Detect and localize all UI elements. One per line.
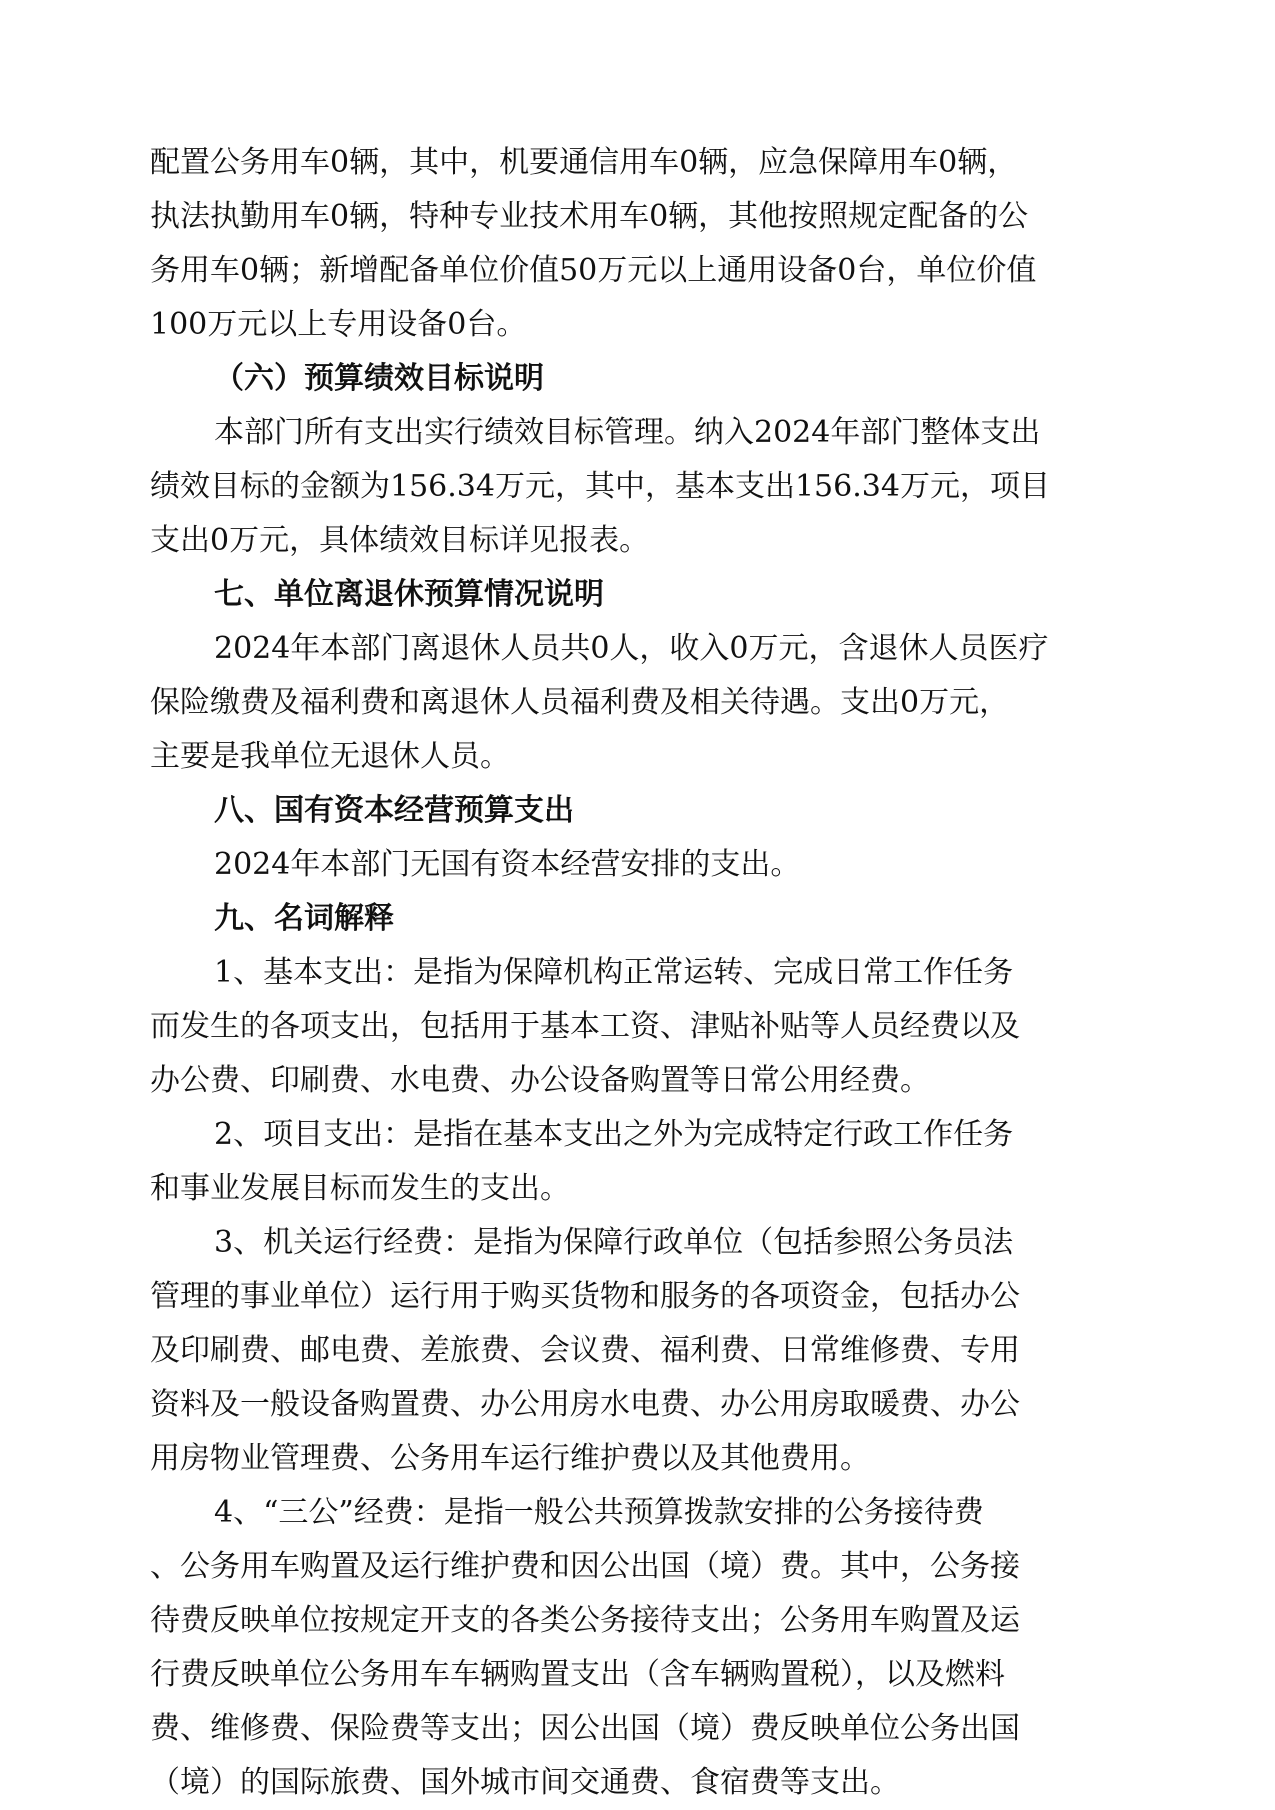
paragraph-line: 执法执勤用车0辆，特种专业技术用车0辆，其他按照规定配备的公 bbox=[150, 199, 1029, 234]
paragraph-line: 待费反映单位按规定开支的各类公务接待支出；公务用车购置及运 bbox=[150, 1603, 1020, 1638]
paragraph-line: （境）的国际旅费、国外城市间交通费、食宿费等支出。 bbox=[150, 1765, 900, 1800]
paragraph-line: 2024年本部门无国有资本经营安排的支出。 bbox=[214, 847, 801, 882]
section-heading: 八、国有资本经营预算支出 bbox=[214, 793, 574, 828]
paragraph-line: 管理的事业单位）运行用于购买货物和服务的各项资金，包括办公 bbox=[150, 1279, 1020, 1314]
paragraph-line: 用房物业管理费、公务用车运行维护费以及其他费用。 bbox=[150, 1441, 870, 1476]
section-heading: 九、名词解释 bbox=[214, 901, 394, 936]
paragraph-line: 绩效目标的金额为156.34万元，其中，基本支出156.34万元，项目 bbox=[150, 469, 1050, 504]
paragraph-line: 100万元以上专用设备0台。 bbox=[150, 307, 527, 342]
paragraph-line: 、公务用车购置及运行维护费和因公出国（境）费。其中，公务接 bbox=[150, 1549, 1020, 1584]
paragraph-line: 4、“三公”经费：是指一般公共预算拨款安排的公务接待费 bbox=[214, 1495, 984, 1530]
paragraph-line: 3、机关运行经费：是指为保障行政单位（包括参照公务员法 bbox=[214, 1225, 1014, 1260]
paragraph-line: 2、项目支出：是指在基本支出之外为完成特定行政工作任务 bbox=[214, 1117, 1014, 1152]
paragraph-line: 2024年本部门离退休人员共0人，收入0万元，含退休人员医疗 bbox=[214, 631, 1049, 666]
paragraph-line: 行费反映单位公务用车车辆购置支出（含车辆购置税），以及燃料 bbox=[150, 1657, 1005, 1692]
paragraph-line: 及印刷费、邮电费、差旅费、会议费、福利费、日常维修费、专用 bbox=[150, 1333, 1020, 1368]
paragraph-line: 支出0万元，具体绩效目标详见报表。 bbox=[150, 523, 650, 558]
paragraph-line: 本部门所有支出实行绩效目标管理。纳入2024年部门整体支出 bbox=[214, 415, 1041, 450]
paragraph-line: 务用车0辆；新增配备单位价值50万元以上通用设备0台，单位价值 bbox=[150, 253, 1037, 288]
section-heading: （六）预算绩效目标说明 bbox=[214, 361, 544, 396]
paragraph-line: 配置公务用车0辆，其中，机要通信用车0辆，应急保障用车0辆， bbox=[150, 145, 1018, 180]
paragraph-line: 费、维修费、保险费等支出；因公出国（境）费反映单位公务出国 bbox=[150, 1711, 1020, 1746]
paragraph-line: 而发生的各项支出，包括用于基本工资、津贴补贴等人员经费以及 bbox=[150, 1009, 1020, 1044]
document-body bbox=[150, 136, 1110, 1810]
paragraph-line: 1、基本支出：是指为保障机构正常运转、完成日常工作任务 bbox=[214, 955, 1014, 990]
paragraph-line: 和事业发展目标而发生的支出。 bbox=[150, 1171, 570, 1206]
paragraph-line: 办公费、印刷费、水电费、办公设备购置等日常公用经费。 bbox=[150, 1063, 930, 1098]
paragraph-line: 主要是我单位无退休人员。 bbox=[150, 739, 510, 774]
paragraph-line: 保险缴费及福利费和离退休人员福利费及相关待遇。支出0万元， bbox=[150, 685, 1010, 720]
section-heading: 七、单位离退休预算情况说明 bbox=[214, 577, 604, 612]
paragraph-line: 资料及一般设备购置费、办公用房水电费、办公用房取暖费、办公 bbox=[150, 1387, 1020, 1422]
